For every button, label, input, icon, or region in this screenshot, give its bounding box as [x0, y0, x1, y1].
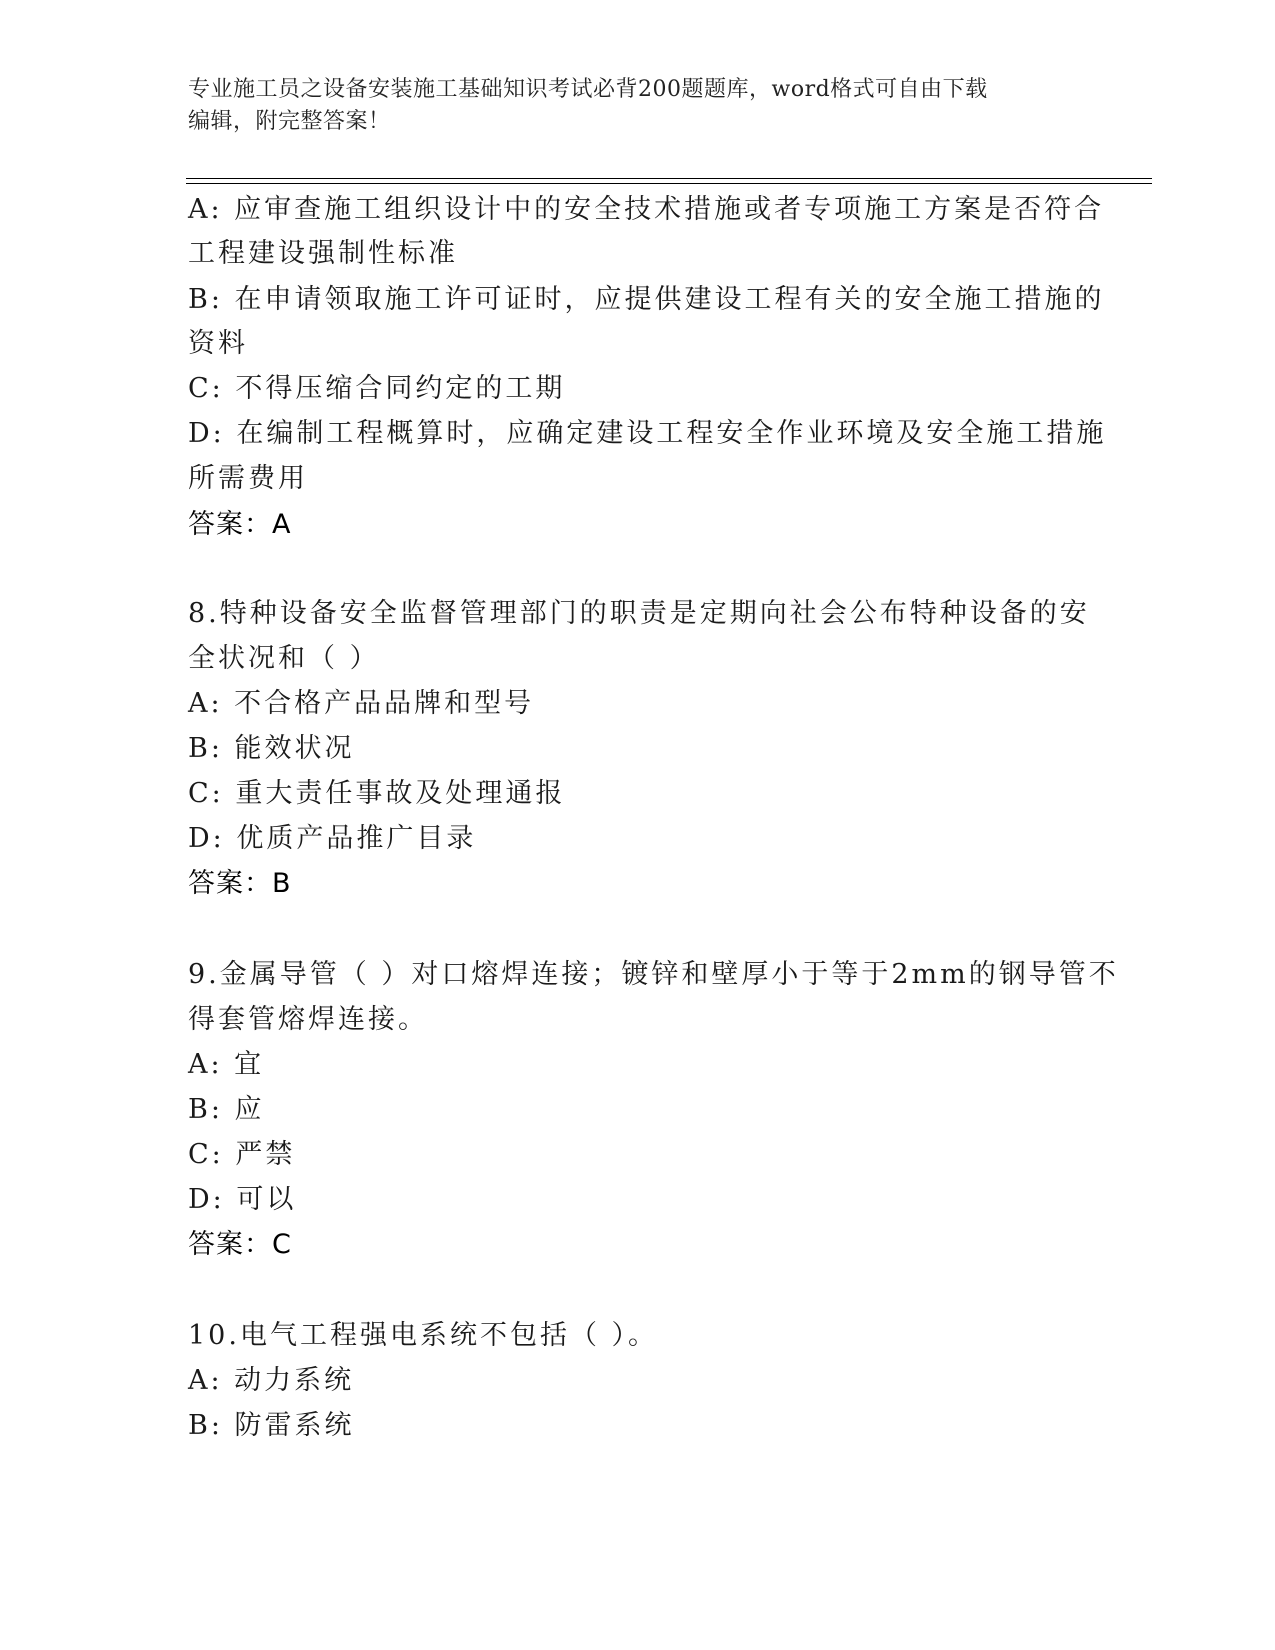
q8-stem-line-2: 全状况和（ ）: [188, 643, 380, 674]
header-line-1: 专业施工员之设备安装施工基础知识考试必背200题题库，word格式可自由下载: [188, 77, 988, 102]
q8-option-d: D: 优质产品推广目录: [188, 823, 477, 854]
q7-option-b-line-1: B: 在申请领取施工许可证时，应提供建设工程有关的安全施工措施的: [188, 284, 1105, 315]
q8-answer: 答案：B: [188, 868, 292, 899]
q9-option-b: B: 应: [188, 1094, 265, 1125]
q10-option-b: B: 防雷系统: [188, 1410, 355, 1441]
q7-option-b-line-2: 资料: [188, 328, 248, 359]
q7-option-a-line-2: 工程建设强制性标准: [188, 238, 458, 269]
q9-option-d: D: 可以: [188, 1184, 297, 1215]
q7-option-a-line-1: A: 应审查施工组织设计中的安全技术措施或者专项施工方案是否符合: [188, 194, 1105, 225]
q7-option-c: C: 不得压缩合同约定的工期: [188, 373, 566, 404]
q9-option-a: A: 宜: [188, 1049, 265, 1080]
q9-stem-line-2: 得套管熔焊连接。: [188, 1004, 428, 1035]
q9-stem-line-1: 9.金属导管（ ）对口熔焊连接；镀锌和壁厚小于等于2mm的钢导管不: [188, 959, 1119, 990]
q8-option-a: A: 不合格产品品牌和型号: [188, 688, 535, 719]
q9-option-c: C: 严禁: [188, 1139, 296, 1170]
q10-stem: 10.电气工程强电系统不包括（ ）。: [188, 1320, 659, 1351]
q10-option-a: A: 动力系统: [188, 1365, 355, 1396]
q9-answer: 答案：C: [188, 1229, 292, 1260]
q8-option-c: C: 重大责任事故及处理通报: [188, 778, 566, 809]
header-rule-bottom: [186, 183, 1152, 184]
q8-stem-line-1: 8.特种设备安全监督管理部门的职责是定期向社会公布特种设备的安: [188, 598, 1090, 629]
q7-option-d-line-1: D: 在编制工程概算时，应确定建设工程安全作业环境及安全施工措施: [188, 418, 1107, 449]
q7-option-d-line-2: 所需费用: [188, 463, 308, 494]
q8-option-b: B: 能效状况: [188, 733, 355, 764]
page-header: [188, 74, 1068, 138]
header-rule-top: [186, 178, 1152, 179]
header-line-2: 编辑，附完整答案！: [188, 109, 391, 134]
q7-answer: 答案：A: [188, 509, 292, 540]
